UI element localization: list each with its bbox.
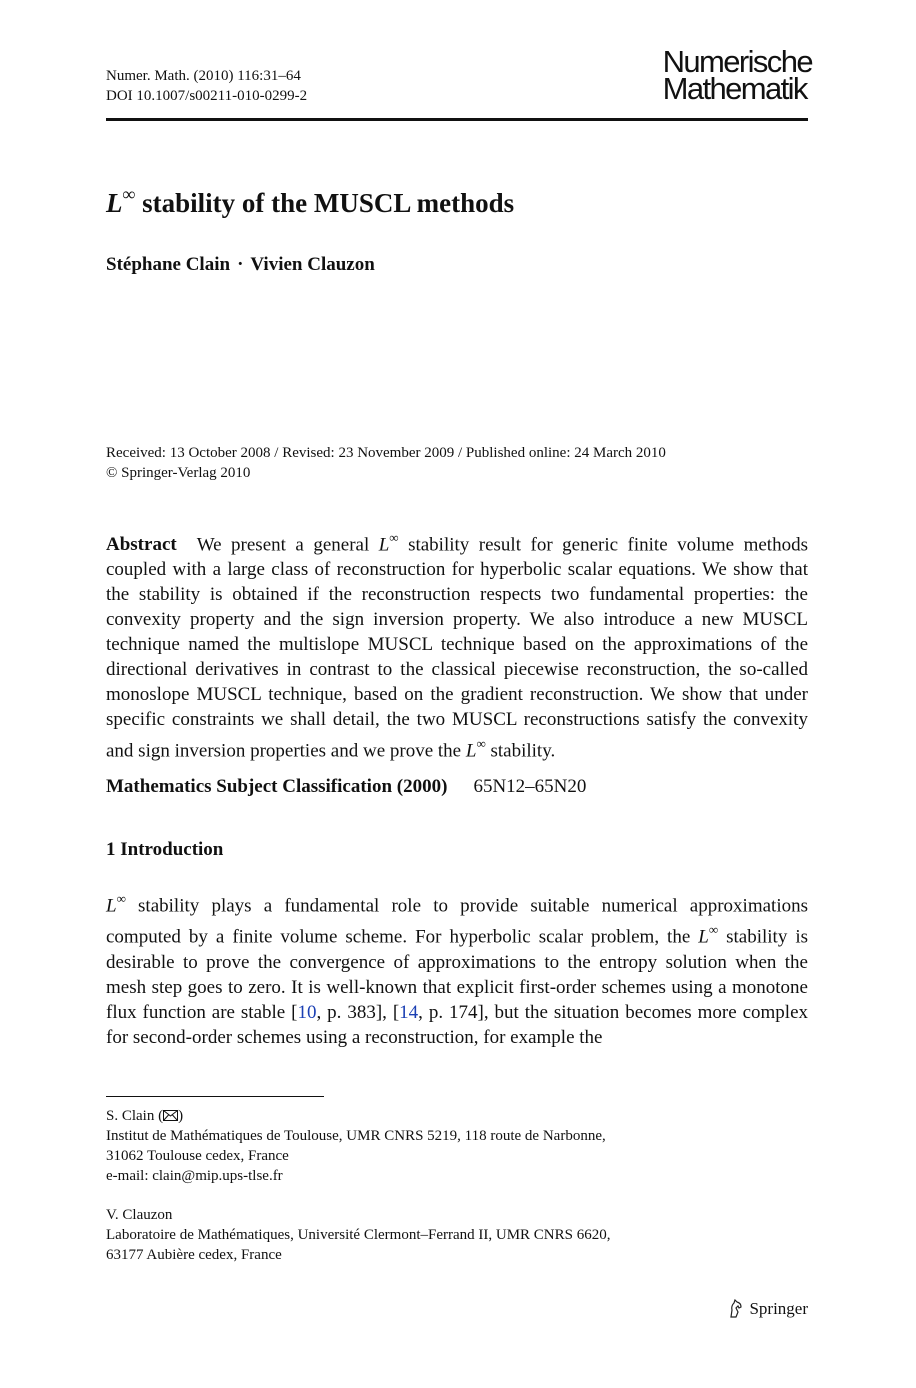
intro-text-1: stability plays a fundamental role to provide suitable numerical approximations computed by a finite volume scheme. For hyperbolic scalar problem, the [106,895,808,948]
intro-text-2: stability is desirable to prove the convergence of approximations to the entropy solution when the mesh step goes to zero. It is well-known that explicit first-order schemes using a monotone flux function are stable [ [106,926,808,1023]
author2-footnote [106,1205,611,1265]
author2-institution: Laboratoire de Mathématiques, Université Clermont–Ferrand II, UMR CNRS 6620, [106,1227,611,1243]
author1-institution: Institut de Mathématiques de Toulouse, UMR CNRS 5219, 118 route de Narbonne, [106,1128,606,1144]
author-separator: · [237,254,244,275]
abstract-superscript: ∞ [476,736,486,752]
title-symbol: L [106,188,123,218]
abstract-superscript: ∞ [389,530,399,545]
abstract-text-2: stability result for generic finite volume methods coupled with a large class of reconstruction for hyperbolic scalar equations. We show that the stability is obtained if the reconstruction respects two fundamental properties: the convexity property and the sign inversion property. We also introduce a new MUSCL technique named the multislope MUSCL technique based on the approximations of the directional derivatives in contrast to the classical piecewise reconstruction, the so-called monoslope MUSCL technique, based on the gradient reconstruction. We show that under specific constraints we shall detail, the two MUSCL reconstructions satisfy the convexity and sign inversion properties and we prove the [106,534,808,762]
envelope-icon [163,1110,178,1121]
abstract-symbol: L [378,534,390,556]
footnote-rule [106,1096,324,1097]
intro-paragraph [106,887,808,1050]
intro-symbol: L [698,926,709,948]
author1-city: 31062 Toulouse cedex, France [106,1148,289,1164]
citation: Numer. Math. (2010) 116:31–64 [106,68,301,84]
author1-name-end: ) [178,1108,184,1124]
intro-text-3: , p. 383], [ [316,1001,400,1023]
intro-superscript: ∞ [116,891,126,906]
citation-link-14[interactable]: 14 [399,1001,419,1023]
section-heading: 1 Introduction [106,839,224,860]
intro-superscript: ∞ [708,922,719,938]
msc-classification [106,776,586,798]
journal-logo [662,44,812,106]
journal-logo-line2: Mathematik [662,71,807,106]
author2-name: V. Clauzon [106,1207,173,1223]
author1-name: S. Clain ( [106,1108,164,1124]
author1-email: e-mail: clain@mip.ups-tlse.fr [106,1168,283,1184]
author-list [106,254,375,276]
doi: DOI 10.1007/s00211-010-0299-2 [106,88,308,104]
author2-city: 63177 Aubière cedex, France [106,1247,282,1263]
abstract-text-1: We present a general [196,534,379,556]
author-name: Vivien Clauzon [250,254,375,275]
author1-name-line [106,1106,606,1126]
springer-horse-icon [728,1299,744,1319]
publisher-name: Springer [749,1299,808,1318]
msc-label: Mathematics Subject Classification (2000) [106,776,448,797]
author1-footnote [106,1106,606,1186]
msc-codes: 65N12–65N20 [473,776,587,797]
journal-logo-line1: Numerische [662,44,812,79]
abstract [106,526,808,764]
citation-link-10[interactable]: 10 [297,1001,317,1023]
author-name: Stéphane Clain [106,254,231,275]
title-text: stability of the MUSCL methods [135,188,515,218]
springer-logo [728,1299,808,1319]
history-dates: Received: 13 October 2008 / Revised: 23 November 2009 / Published online: 24 March 2010 [106,445,666,461]
abstract-text-3: stability. [485,740,556,762]
citation-block [106,66,307,106]
copyright: © Springer-Verlag 2010 [106,465,251,481]
publication-history [106,443,666,483]
header-rule [106,118,808,121]
abstract-label: Abstract [106,534,177,556]
intro-text-4: , p. 174], but the situation becomes more complex for second-order schemes using a reconstruction, for example the [106,1001,809,1048]
title-superscript: ∞ [122,184,136,204]
abstract-symbol: L [465,740,477,762]
paper-title [106,186,514,219]
intro-symbol: L [106,895,117,917]
